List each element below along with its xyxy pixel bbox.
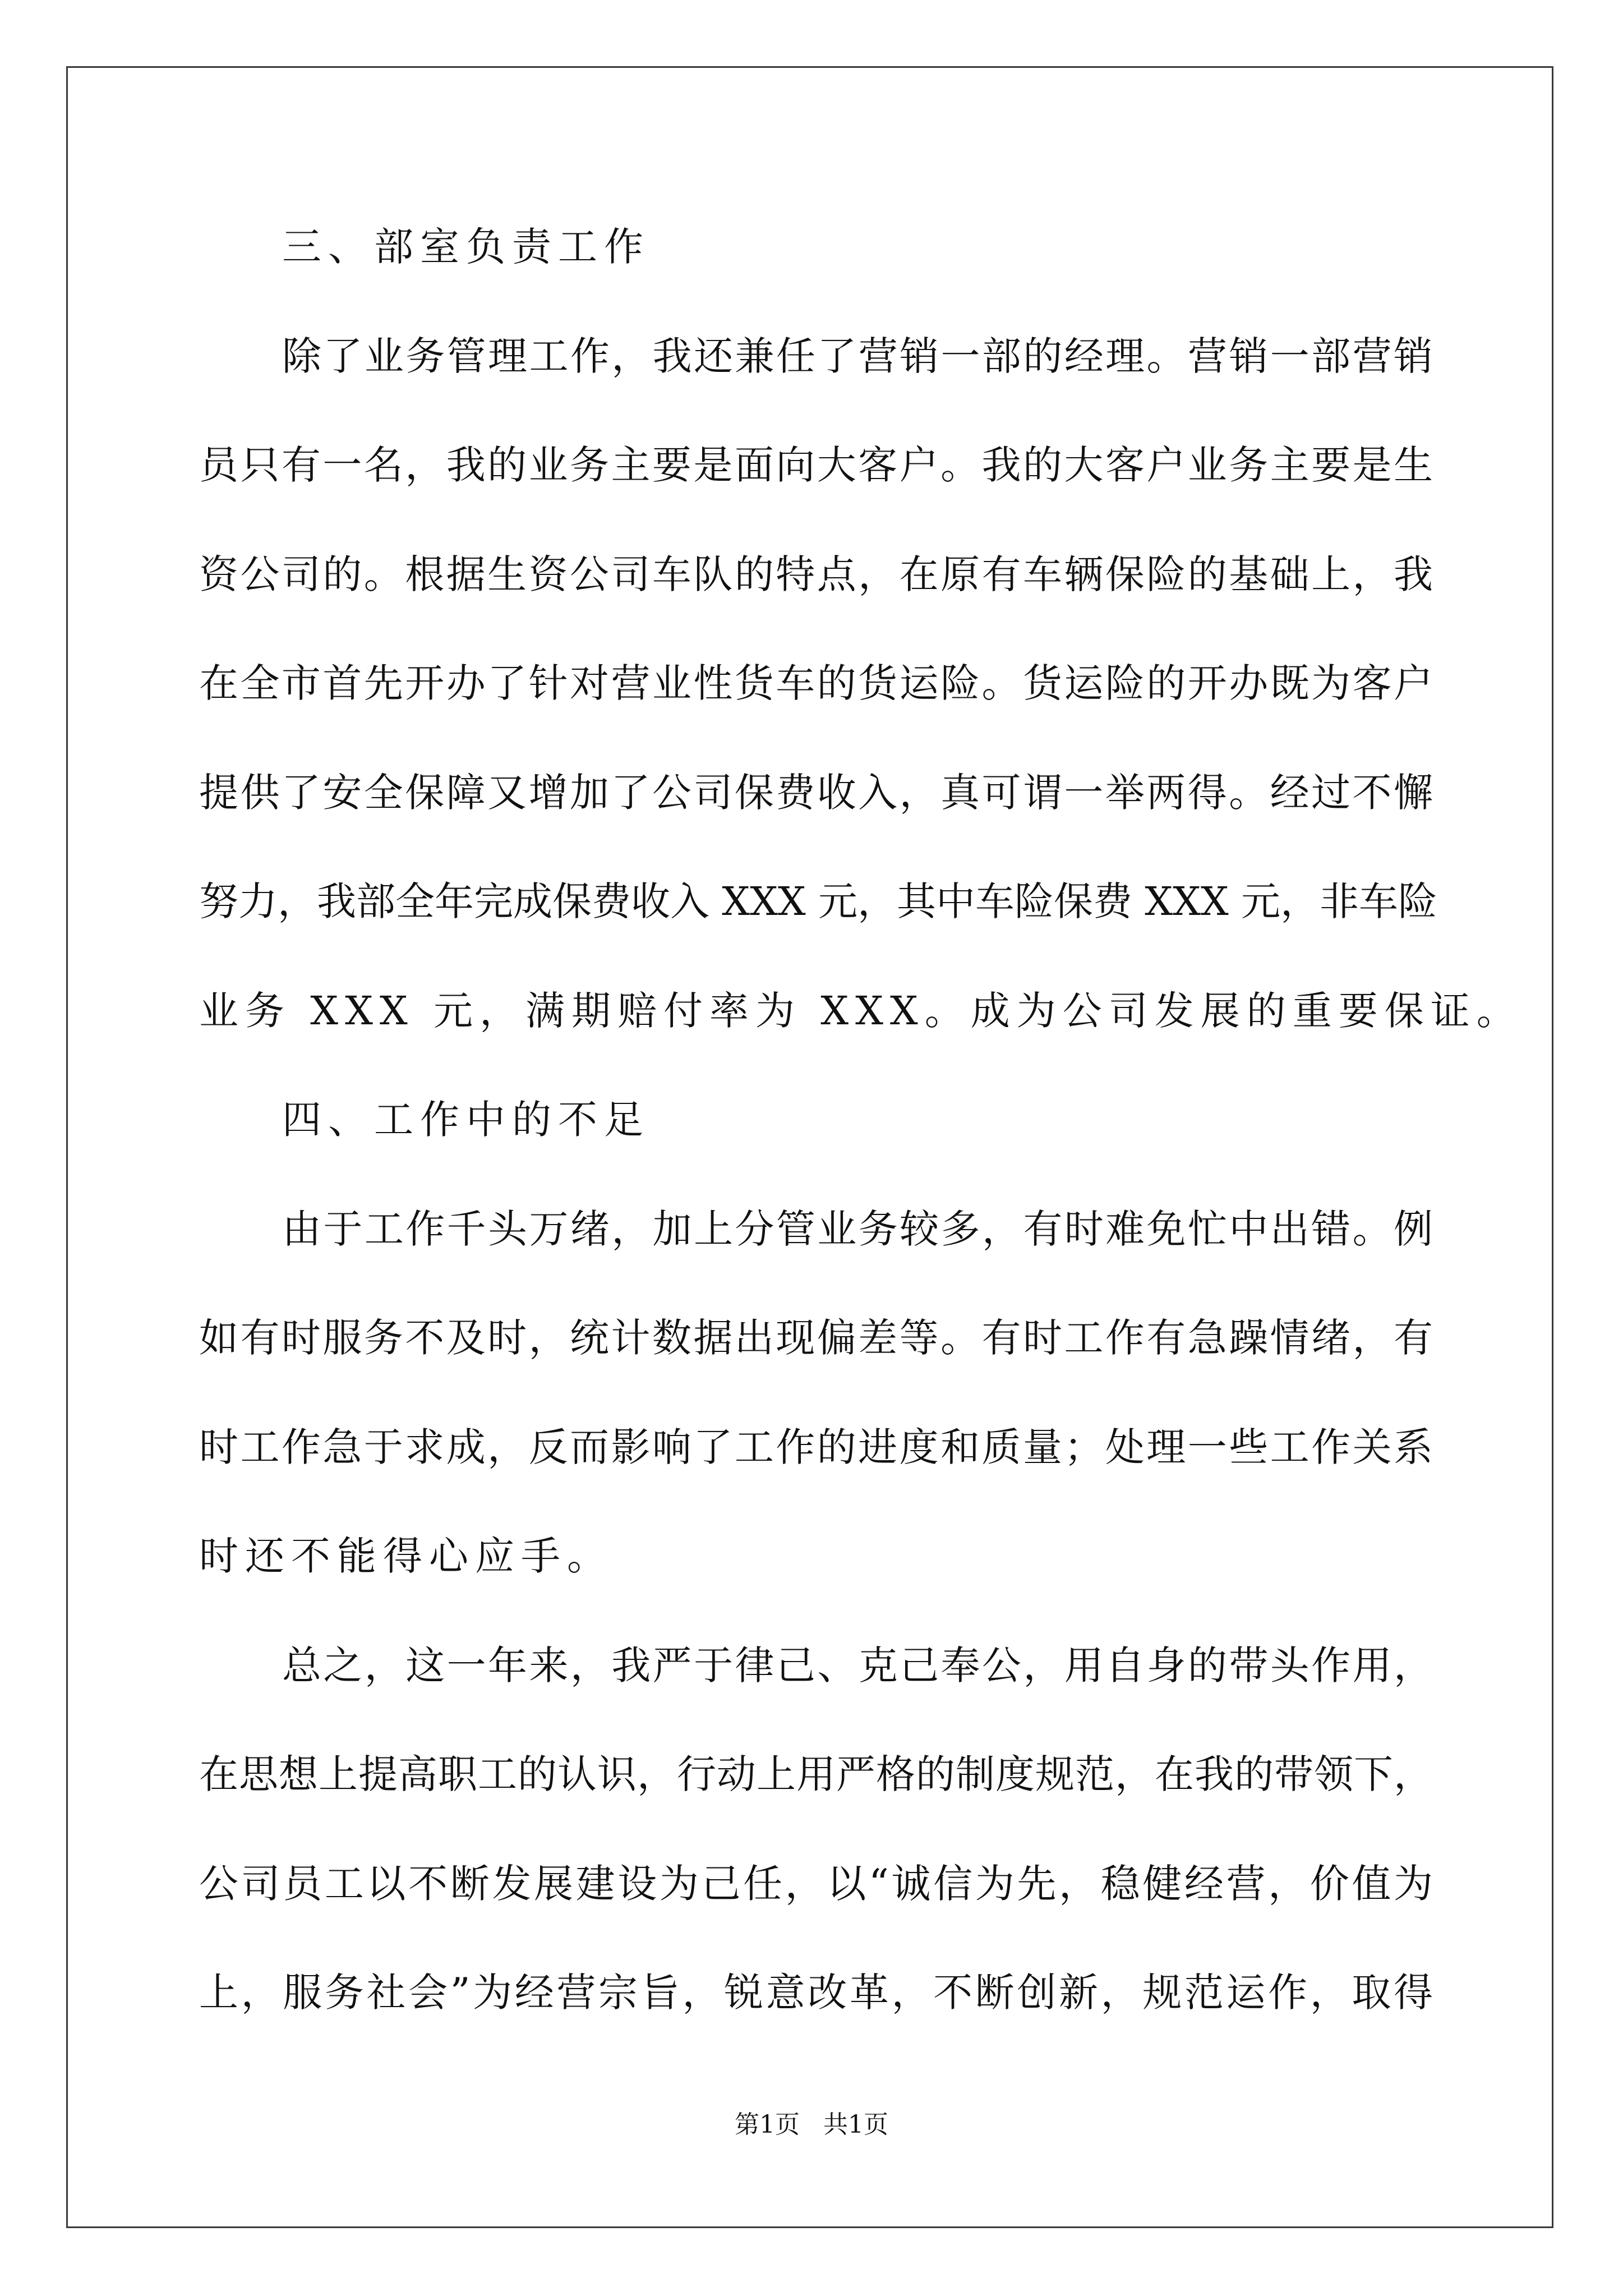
paragraph-line: 业务 XXX 元，满期赔付率为 XXX。成为公司发展的重要保证。 <box>199 988 1523 1034</box>
paragraph-line: 时还不能得心应手。 <box>199 1533 613 1579</box>
page-total: 共1页 <box>823 2110 888 2139</box>
paragraph-line: 除了业务管理工作，我还兼任了营销一部的经理。营销一部营销 <box>282 333 1433 379</box>
paragraph-line: 总之，这一年来，我严于律己、克己奉公，用自身的带头作用， <box>282 1642 1433 1688</box>
paragraph-line: 在思想上提高职工的认识，行动上用严格的制度规范，在我的带领下， <box>199 1751 1433 1797</box>
paragraph-line: 提供了安全保障又增加了公司保费收入，真可谓一举两得。经过不懈 <box>199 770 1433 816</box>
heading-section-4: 四、工作中的不足 <box>282 1097 650 1143</box>
paragraph-line: 在全市首先开办了针对营业性货车的货运险。货运险的开办既为客户 <box>199 660 1433 706</box>
paragraph-line: 员只有一名，我的业务主要是面向大客户。我的大客户业务主要是生 <box>199 442 1433 488</box>
heading-section-3: 三、部室负责工作 <box>282 224 650 270</box>
paragraph-line: 努力，我部全年完成保费收入 XXX 元，其中车险保费 XXX 元，非车险 <box>199 878 1438 924</box>
paragraph-line: 上，服务社会”为经营宗旨，锐意改革，不断创新，规范运作，取得 <box>199 1970 1433 2016</box>
page-number: 第1页 <box>735 2110 800 2139</box>
page-footer <box>0 2108 1623 2142</box>
paragraph-line: 由于工作千头万绪，加上分管业务较多，有时难免忙中出错。例 <box>282 1206 1433 1252</box>
paragraph-line: 公司员工以不断发展建设为己任，以“诚信为先，稳健经营，价值为 <box>199 1861 1433 1907</box>
paragraph-line: 如有时服务不及时，统计数据出现偏差等。有时工作有急躁情绪，有 <box>199 1315 1433 1361</box>
paragraph-line: 时工作急于求成，反而影响了工作的进度和质量；处理一些工作关系 <box>199 1424 1433 1470</box>
paragraph-line: 资公司的。根据生资公司车队的特点，在原有车辆保险的基础上，我 <box>199 551 1433 597</box>
